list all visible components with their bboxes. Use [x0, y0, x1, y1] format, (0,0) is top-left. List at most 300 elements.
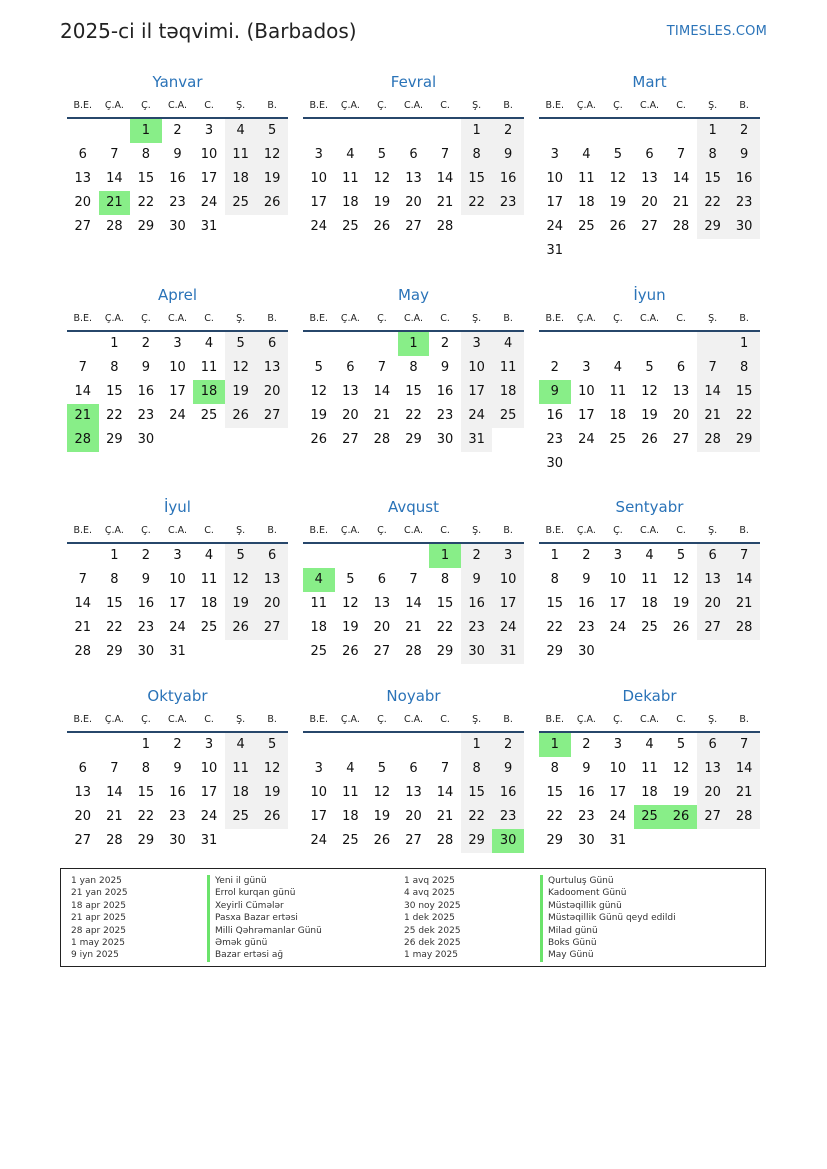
day-cell: 9: [728, 143, 760, 167]
day-cell: 3: [613, 548, 623, 563]
weekday-label: B.: [267, 100, 277, 111]
weekday-label: Ç.: [613, 100, 623, 111]
legend-holiday-name: Pasxa Bazar ertəsi: [207, 912, 322, 924]
day-cell: 21: [436, 809, 454, 824]
day-cell: 13: [672, 384, 690, 399]
day-cell: 5: [346, 572, 355, 587]
weekday-label: C.A.: [639, 313, 659, 324]
day-cell: 6: [78, 761, 87, 776]
day-cell: 28: [728, 805, 760, 829]
day-cell: 21: [373, 408, 391, 423]
empty-day-cell: [162, 428, 194, 452]
day-cell: 26: [672, 620, 690, 635]
day-cell: 25: [225, 191, 257, 215]
day-cell: 30: [728, 215, 760, 239]
legend-date: 21 yan 2025: [71, 888, 128, 899]
weekday-label: C.A.: [167, 525, 187, 536]
day-grid: [303, 733, 524, 853]
day-cell: 2: [173, 737, 182, 752]
day-cell: 21: [99, 191, 131, 215]
weekday-label: Ç.A.: [340, 525, 360, 536]
day-cell: 4: [346, 761, 355, 776]
day-cell: 18: [641, 596, 658, 611]
day-cell: 11: [200, 360, 218, 375]
day-cell: 10: [578, 384, 595, 399]
day-cell: 9: [173, 147, 182, 162]
month-name: Fevral: [390, 73, 437, 91]
empty-day-cell: [99, 733, 131, 757]
holiday-legend: [60, 868, 766, 967]
weekday-label: B.: [739, 525, 749, 536]
day-cell: 2: [461, 544, 493, 568]
day-cell: 24: [200, 195, 218, 210]
day-cell: 4: [303, 568, 335, 592]
day-cell: 14: [728, 568, 760, 592]
weekday-label: Ç.A.: [104, 714, 124, 725]
day-cell: 24: [546, 219, 564, 234]
weekday-label: C.A.: [403, 100, 423, 111]
day-cell: 24: [461, 404, 493, 428]
day-cell: 22: [546, 809, 564, 824]
day-grid: [539, 544, 760, 664]
day-cell: 2: [550, 360, 559, 375]
day-cell: 7: [728, 733, 760, 757]
day-cell: 16: [492, 781, 524, 805]
day-cell: 22: [436, 620, 454, 635]
empty-day-cell: [429, 733, 461, 757]
day-cell: 7: [440, 147, 450, 162]
day-cell: 31: [546, 243, 564, 258]
day-cell: 9: [492, 757, 524, 781]
day-cell: 3: [461, 332, 493, 356]
day-cell: 28: [405, 644, 422, 659]
day-cell: 13: [256, 568, 288, 592]
day-cell: 12: [672, 761, 690, 776]
empty-day-cell: [665, 640, 697, 664]
day-cell: 22: [137, 809, 155, 824]
weekday-label: C.: [204, 100, 214, 111]
day-cell: 28: [106, 833, 123, 848]
day-cell: 7: [409, 572, 418, 587]
day-cell: 26: [641, 432, 658, 447]
empty-day-cell: [571, 332, 603, 356]
weekday-label: C.A.: [403, 313, 423, 324]
empty-day-cell: [665, 829, 697, 853]
day-cell: 27: [697, 616, 729, 640]
day-cell: 2: [141, 548, 151, 563]
empty-day-cell: [539, 332, 571, 356]
day-cell: 23: [578, 620, 595, 635]
day-cell: 15: [728, 380, 760, 404]
day-cell: 4: [492, 332, 524, 356]
day-cell: 24: [609, 809, 627, 824]
day-cell: 27: [697, 805, 729, 829]
weekday-label: C.: [440, 714, 450, 725]
day-cell: 10: [310, 785, 328, 800]
day-cell: 4: [204, 336, 214, 351]
day-cell: 26: [665, 805, 697, 829]
legend-holiday-name: Qurtuluş Günü: [540, 875, 676, 887]
month-block: [303, 684, 524, 853]
day-cell: 13: [697, 757, 729, 781]
day-grid: [303, 119, 524, 239]
weekday-label: Ş.: [236, 100, 246, 111]
day-cell: 31: [200, 833, 218, 848]
day-cell: 26: [256, 191, 288, 215]
day-cell: 10: [200, 761, 218, 776]
month-block: [303, 495, 524, 664]
empty-day-cell: [571, 239, 603, 263]
day-cell: 16: [578, 596, 595, 611]
weekday-label: Ş.: [708, 525, 718, 536]
day-cell: 22: [697, 191, 729, 215]
weekday-label: B.: [503, 525, 513, 536]
weekday-label: Ş.: [708, 100, 718, 111]
day-grid: [539, 119, 760, 263]
empty-day-cell: [225, 428, 257, 452]
empty-day-cell: [492, 215, 524, 239]
day-cell: 1: [110, 548, 119, 563]
day-cell: 19: [672, 785, 690, 800]
empty-day-cell: [665, 119, 697, 143]
day-cell: 21: [67, 404, 99, 428]
weekday-label: B.: [739, 714, 749, 725]
weekday-header: [67, 520, 288, 544]
day-cell: 26: [342, 644, 359, 659]
day-cell: 28: [373, 432, 391, 447]
day-cell: 2: [440, 336, 450, 351]
day-cell: 28: [672, 219, 690, 234]
day-cell: 23: [169, 195, 186, 210]
legend-left-names: [207, 875, 322, 962]
weekday-label: Ç.A.: [340, 714, 360, 725]
weekday-label: Ç.A.: [340, 100, 360, 111]
weekday-label: B.E.: [73, 100, 93, 111]
day-cell: 17: [461, 380, 493, 404]
day-cell: 19: [373, 195, 391, 210]
day-cell: 18: [578, 195, 595, 210]
weekday-label: Ş.: [236, 525, 246, 536]
day-cell: 22: [546, 620, 564, 635]
weekday-label: Ç.: [377, 525, 387, 536]
day-cell: 21: [436, 195, 454, 210]
legend-date: 30 noy 2025: [404, 900, 461, 911]
day-cell: 1: [130, 119, 162, 143]
day-grid: [67, 119, 288, 239]
day-cell: 29: [728, 428, 760, 452]
day-cell: 31: [609, 833, 627, 848]
empty-day-cell: [602, 332, 634, 356]
day-cell: 15: [546, 785, 564, 800]
legend-date: 1 yan 2025: [71, 876, 122, 886]
day-cell: 27: [405, 219, 422, 234]
weekday-label: C.A.: [167, 714, 187, 725]
weekday-label: C.: [440, 525, 450, 536]
legend-holiday-name: Milli Qəhrəmanlar Günü: [207, 925, 322, 937]
day-cell: 1: [398, 332, 430, 356]
day-cell: 24: [169, 620, 186, 635]
day-cell: 14: [106, 785, 123, 800]
day-cell: 23: [728, 191, 760, 215]
day-cell: 7: [377, 360, 387, 375]
day-cell: 2: [728, 119, 760, 143]
day-cell: 17: [578, 408, 595, 423]
day-grid: [67, 733, 288, 853]
month-block: [539, 495, 760, 664]
weekday-label: Ç.A.: [576, 100, 596, 111]
day-cell: 28: [436, 219, 454, 234]
day-cell: 16: [461, 592, 493, 616]
day-cell: 23: [546, 432, 564, 447]
month-name: Avqust: [388, 498, 439, 516]
weekday-label: B.: [267, 525, 277, 536]
day-cell: 8: [550, 572, 559, 587]
day-cell: 11: [225, 143, 257, 167]
day-cell: 22: [728, 404, 760, 428]
day-cell: 13: [641, 171, 658, 186]
day-cell: 22: [106, 620, 123, 635]
day-cell: 26: [256, 805, 288, 829]
day-cell: 25: [634, 805, 666, 829]
day-cell: 6: [409, 761, 418, 776]
day-cell: 4: [225, 119, 257, 143]
day-cell: 6: [409, 147, 418, 162]
weekday-label: Ç.A.: [104, 525, 124, 536]
legend-date: 1 avq 2025: [404, 876, 455, 886]
weekday-label: C.A.: [167, 313, 187, 324]
empty-day-cell: [398, 119, 430, 143]
day-cell: 6: [256, 544, 288, 568]
empty-day-cell: [602, 119, 634, 143]
empty-day-cell: [571, 119, 603, 143]
empty-day-cell: [398, 733, 430, 757]
day-cell: 3: [613, 737, 623, 752]
month-block: [539, 70, 760, 263]
day-cell: 25: [310, 644, 328, 659]
empty-day-cell: [728, 829, 760, 853]
day-cell: 15: [106, 596, 123, 611]
day-cell: 11: [200, 572, 218, 587]
day-cell: 6: [377, 572, 387, 587]
weekday-label: Ş.: [708, 714, 718, 725]
weekday-label: Ç.A.: [104, 313, 124, 324]
legend-date: 9 iyn 2025: [71, 950, 119, 961]
day-cell: 8: [440, 572, 450, 587]
day-cell: 16: [578, 785, 595, 800]
day-cell: 6: [346, 360, 355, 375]
day-cell: 15: [137, 171, 155, 186]
day-cell: 15: [436, 596, 454, 611]
empty-day-cell: [256, 215, 288, 239]
empty-day-cell: [728, 452, 760, 476]
day-cell: 4: [346, 147, 355, 162]
day-cell: 20: [672, 408, 690, 423]
day-cell: 5: [676, 548, 686, 563]
month-name: Mart: [632, 73, 667, 91]
day-cell: 18: [342, 809, 359, 824]
day-cell: 21: [728, 781, 760, 805]
day-cell: 14: [373, 384, 391, 399]
day-cell: 12: [609, 171, 627, 186]
day-cell: 2: [173, 123, 182, 138]
legend-date: 1 dek 2025: [404, 913, 455, 924]
weekday-label: C.: [204, 313, 214, 324]
day-cell: 28: [74, 644, 92, 659]
empty-day-cell: [634, 239, 666, 263]
legend-holiday-name: Errol kurqan günü: [207, 887, 322, 899]
day-cell: 6: [256, 332, 288, 356]
weekday-label: Ç.: [141, 714, 151, 725]
weekday-label: Ş.: [472, 714, 482, 725]
empty-day-cell: [634, 452, 666, 476]
day-cell: 23: [492, 191, 524, 215]
day-cell: 20: [697, 781, 729, 805]
weekday-label: C.: [440, 313, 450, 324]
month-name: Sentyabr: [615, 498, 684, 516]
day-cell: 15: [106, 384, 123, 399]
day-cell: 19: [310, 408, 328, 423]
day-cell: 18: [641, 785, 658, 800]
day-cell: 4: [582, 147, 591, 162]
day-cell: 25: [641, 620, 658, 635]
empty-day-cell: [335, 332, 367, 356]
weekday-label: Ç.: [141, 525, 151, 536]
legend-holiday-name: Kadooment Günü: [540, 887, 676, 899]
weekday-label: C.: [676, 714, 686, 725]
day-cell: 22: [106, 408, 123, 423]
day-cell: 7: [110, 147, 119, 162]
empty-day-cell: [634, 640, 666, 664]
weekday-label: B.: [503, 714, 513, 725]
weekday-label: B.E.: [545, 525, 565, 536]
day-cell: 8: [461, 757, 493, 781]
weekday-label: Ç.: [377, 100, 387, 111]
day-cell: 10: [609, 761, 627, 776]
day-cell: 14: [74, 384, 92, 399]
day-grid: [67, 332, 288, 452]
legend-holiday-name: Yeni il günü: [207, 875, 322, 887]
day-cell: 4: [225, 733, 257, 757]
month-block: [67, 684, 288, 853]
weekday-label: C.: [204, 525, 214, 536]
empty-day-cell: [539, 119, 571, 143]
day-cell: 24: [492, 616, 524, 640]
weekday-label: C.: [204, 714, 214, 725]
day-cell: 18: [200, 596, 218, 611]
day-cell: 27: [672, 432, 690, 447]
day-cell: 29: [546, 833, 564, 848]
day-cell: 14: [405, 596, 422, 611]
month-name: Noyabr: [386, 687, 441, 705]
day-cell: 2: [141, 336, 151, 351]
day-cell: 4: [204, 548, 214, 563]
day-cell: 12: [373, 171, 391, 186]
day-cell: 3: [314, 147, 323, 162]
month-name: İyul: [164, 498, 191, 516]
weekday-label: Ç.A.: [104, 100, 124, 111]
month-block: [67, 70, 288, 239]
day-cell: 9: [492, 143, 524, 167]
brand-link[interactable]: TIMESLES.COM: [666, 24, 767, 39]
day-cell: 22: [461, 191, 493, 215]
weekday-label: C.: [676, 525, 686, 536]
day-cell: 28: [106, 219, 123, 234]
day-cell: 23: [461, 616, 493, 640]
day-cell: 8: [141, 761, 151, 776]
empty-day-cell: [634, 119, 666, 143]
day-cell: 29: [546, 644, 564, 659]
page-title: 2025-ci il təqvimi. (Barbados): [60, 19, 357, 43]
day-cell: 26: [225, 404, 257, 428]
empty-day-cell: [602, 239, 634, 263]
day-cell: 15: [405, 384, 422, 399]
day-cell: 12: [225, 356, 257, 380]
weekday-label: Ç.: [141, 100, 151, 111]
legend-holiday-name: Əmək günü: [207, 937, 322, 949]
day-cell: 1: [461, 119, 493, 143]
day-cell: 14: [672, 171, 690, 186]
day-cell: 7: [78, 572, 87, 587]
day-cell: 22: [405, 408, 422, 423]
legend-holiday-name: Bazar ertəsi ağ: [207, 949, 322, 961]
day-cell: 19: [256, 167, 288, 191]
day-cell: 14: [436, 171, 454, 186]
day-cell: 7: [728, 544, 760, 568]
day-cell: 8: [110, 572, 119, 587]
day-cell: 8: [728, 356, 760, 380]
weekday-label: B.E.: [545, 100, 565, 111]
weekday-label: Ç.: [613, 313, 623, 324]
day-cell: 15: [697, 167, 729, 191]
empty-day-cell: [665, 452, 697, 476]
weekday-label: Ş.: [236, 714, 246, 725]
day-cell: 21: [405, 620, 422, 635]
day-cell: 3: [550, 147, 559, 162]
day-cell: 19: [672, 596, 690, 611]
day-cell: 28: [697, 428, 729, 452]
weekday-label: Ç.: [613, 525, 623, 536]
day-cell: 1: [429, 544, 461, 568]
day-cell: 31: [169, 644, 186, 659]
day-cell: 27: [641, 219, 658, 234]
month-name: Oktyabr: [147, 687, 208, 705]
weekday-header: [303, 95, 524, 119]
day-cell: 9: [173, 761, 182, 776]
day-cell: 24: [609, 620, 627, 635]
legend-date: 21 apr 2025: [71, 913, 127, 924]
day-cell: 30: [546, 456, 564, 471]
day-cell: 5: [256, 119, 288, 143]
day-cell: 12: [342, 596, 359, 611]
day-cell: 9: [582, 572, 591, 587]
day-cell: 24: [578, 432, 595, 447]
day-cell: 22: [137, 195, 155, 210]
day-cell: 30: [492, 829, 524, 853]
weekday-label: Ş.: [472, 525, 482, 536]
day-cell: 2: [582, 737, 591, 752]
day-cell: 13: [342, 384, 359, 399]
day-cell: 18: [342, 195, 359, 210]
day-cell: 20: [74, 809, 92, 824]
day-grid: [303, 544, 524, 664]
weekday-label: C.A.: [403, 714, 423, 725]
month-block: [539, 283, 760, 476]
day-cell: 3: [173, 548, 182, 563]
day-cell: 1: [110, 336, 119, 351]
empty-day-cell: [429, 119, 461, 143]
weekday-label: B.E.: [73, 714, 93, 725]
empty-day-cell: [193, 428, 225, 452]
